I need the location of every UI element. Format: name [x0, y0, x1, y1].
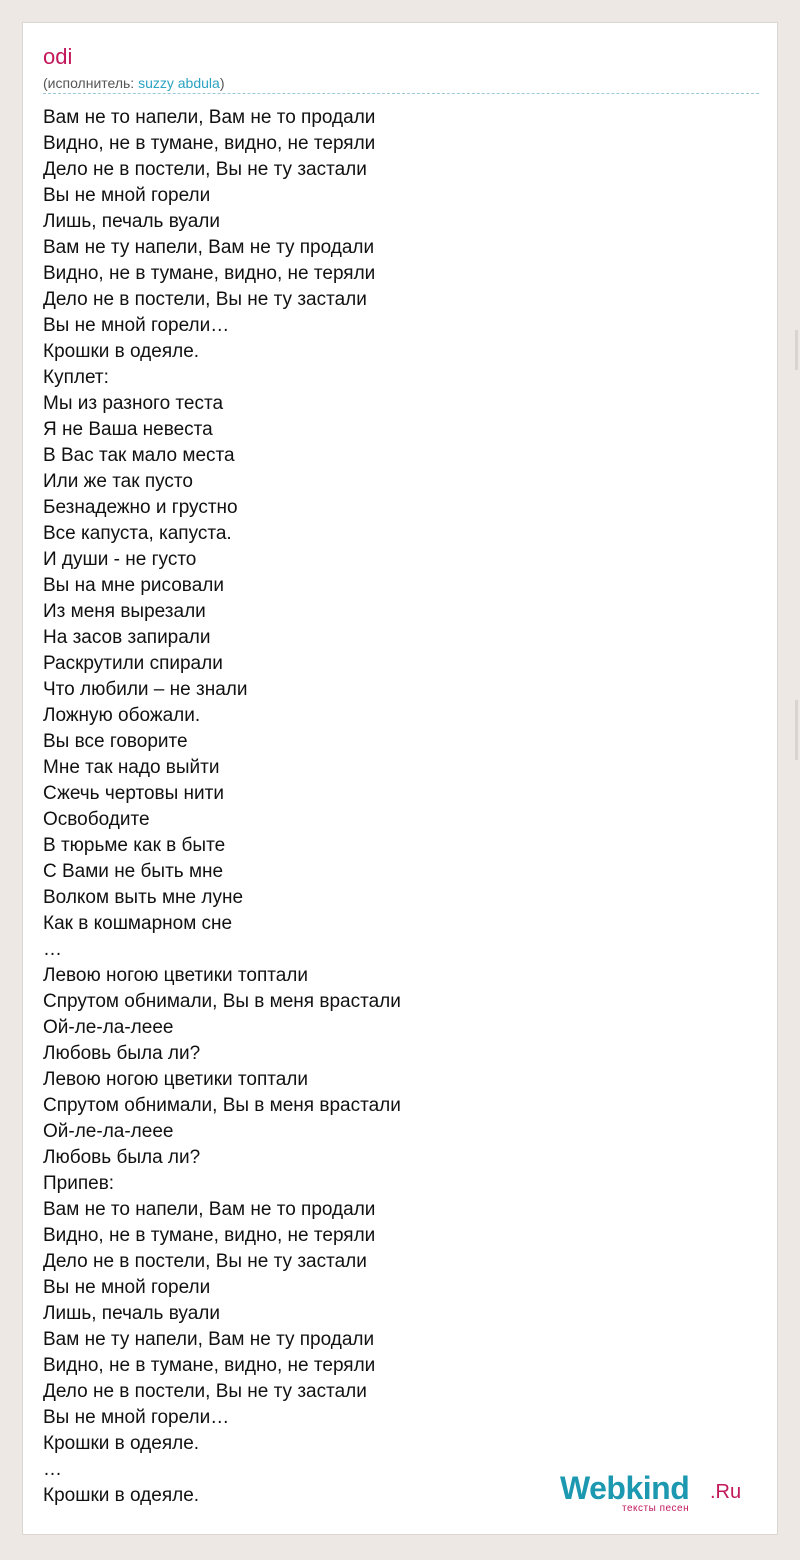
lyric-line: Вы не мной горели… — [43, 315, 230, 336]
lyric-line: Видно, не в тумане, видно, не теряли — [43, 133, 376, 154]
lyric-line: Ой-ле-ла-леее — [43, 1121, 174, 1142]
lyric-line: Вы не мной горели… — [43, 1407, 230, 1428]
lyric-line: … — [43, 939, 62, 960]
lyric-line: На засов запирали — [43, 627, 211, 648]
artist-suffix: ) — [219, 75, 225, 91]
lyric-line: Крошки в одеяле. — [43, 1485, 200, 1506]
lyric-line: Крошки в одеяле. — [43, 1433, 200, 1454]
lyric-line: Вам не то напели, Вам не то продали — [43, 107, 376, 128]
lyric-line: Левою ногою цветики топтали — [43, 1069, 308, 1090]
lyric-line: Волком выть мне луне — [43, 887, 244, 908]
lyric-line: Крошки в одеяле. — [43, 341, 200, 362]
lyrics-card — [22, 22, 778, 1535]
lyric-line: Ложную обожали. — [43, 705, 201, 726]
lyric-line: Видно, не в тумане, видно, не теряли — [43, 1355, 376, 1376]
lyric-line: Вы не мной горели — [43, 185, 211, 206]
divider — [43, 93, 759, 94]
lyric-line: Что любили – не знали — [43, 679, 248, 700]
lyric-line: Безнадежно и грустно — [43, 497, 238, 518]
lyric-line: Дело не в постели, Вы не ту застали — [43, 159, 367, 180]
lyric-line: Мы из разного теста — [43, 393, 224, 414]
lyric-line: Все капуста, капуста. — [43, 523, 232, 544]
lyric-line: Спрутом обнимали, Вы в меня врастали — [43, 991, 401, 1012]
lyric-line: Освободите — [43, 809, 150, 830]
lyric-line: Вам не ту напели, Вам не ту продали — [43, 1329, 375, 1350]
lyric-line: Или же так пусто — [43, 471, 193, 492]
lyric-line: Мне так надо выйти — [43, 757, 220, 778]
logo-tagline: тексты песен — [622, 1503, 690, 1514]
page-edge-mark — [795, 330, 798, 370]
lyric-line: Куплет: — [43, 367, 109, 388]
lyrics-text — [43, 105, 401, 1509]
lyric-line: И души - не густо — [43, 549, 197, 570]
lyric-line: Лишь, печаль вуали — [43, 211, 220, 232]
lyric-line: Вы на мне рисовали — [43, 575, 224, 596]
page-edge-mark — [795, 700, 798, 760]
lyric-line: В Вас так мало места — [43, 445, 235, 466]
lyric-line: Сжечь чертовы нити — [43, 783, 224, 804]
lyric-line: Дело не в постели, Вы не ту застали — [43, 289, 367, 310]
lyric-line: В тюрьме как в быте — [43, 835, 226, 856]
lyric-line: Лишь, печаль вуали — [43, 1303, 220, 1324]
lyric-line: Любовь была ли? — [43, 1043, 201, 1064]
artist-link[interactable]: suzzy abdula — [138, 75, 220, 91]
lyric-line: Дело не в постели, Вы не ту застали — [43, 1381, 367, 1402]
lyric-line: Вы не мной горели — [43, 1277, 211, 1298]
lyric-line: Вы все говорите — [43, 731, 188, 752]
lyric-line: Дело не в постели, Вы не ту застали — [43, 1251, 367, 1272]
lyric-line: Левою ногою цветики топтали — [43, 965, 308, 986]
lyric-line: Вам не ту напели, Вам не ту продали — [43, 237, 375, 258]
lyric-line: Я не Ваша невеста — [43, 419, 213, 440]
lyric-line: Вам не то напели, Вам не то продали — [43, 1199, 376, 1220]
lyric-line: Припев: — [43, 1173, 115, 1194]
lyric-line: Видно, не в тумане, видно, не теряли — [43, 263, 376, 284]
lyric-line: … — [43, 1459, 62, 1480]
site-logo[interactable] — [560, 1470, 750, 1514]
logo-brand: Webkind — [560, 1470, 690, 1506]
lyric-line: Раскрутили спирали — [43, 653, 223, 674]
lyric-line: Видно, не в тумане, видно, не теряли — [43, 1225, 376, 1246]
artist-line — [43, 74, 224, 92]
lyric-line: Из меня вырезали — [43, 601, 206, 622]
lyric-line: С Вами не быть мне — [43, 861, 224, 882]
lyric-line: Спрутом обнимали, Вы в меня врастали — [43, 1095, 401, 1116]
lyric-line: Ой-ле-ла-леее — [43, 1017, 174, 1038]
logo-tld: .Ru — [710, 1481, 742, 1503]
lyric-line: Как в кошмарном сне — [43, 913, 233, 934]
artist-prefix: (исполнитель: — [43, 75, 139, 91]
song-title: odi — [43, 44, 73, 69]
lyric-line: Любовь была ли? — [43, 1147, 201, 1168]
